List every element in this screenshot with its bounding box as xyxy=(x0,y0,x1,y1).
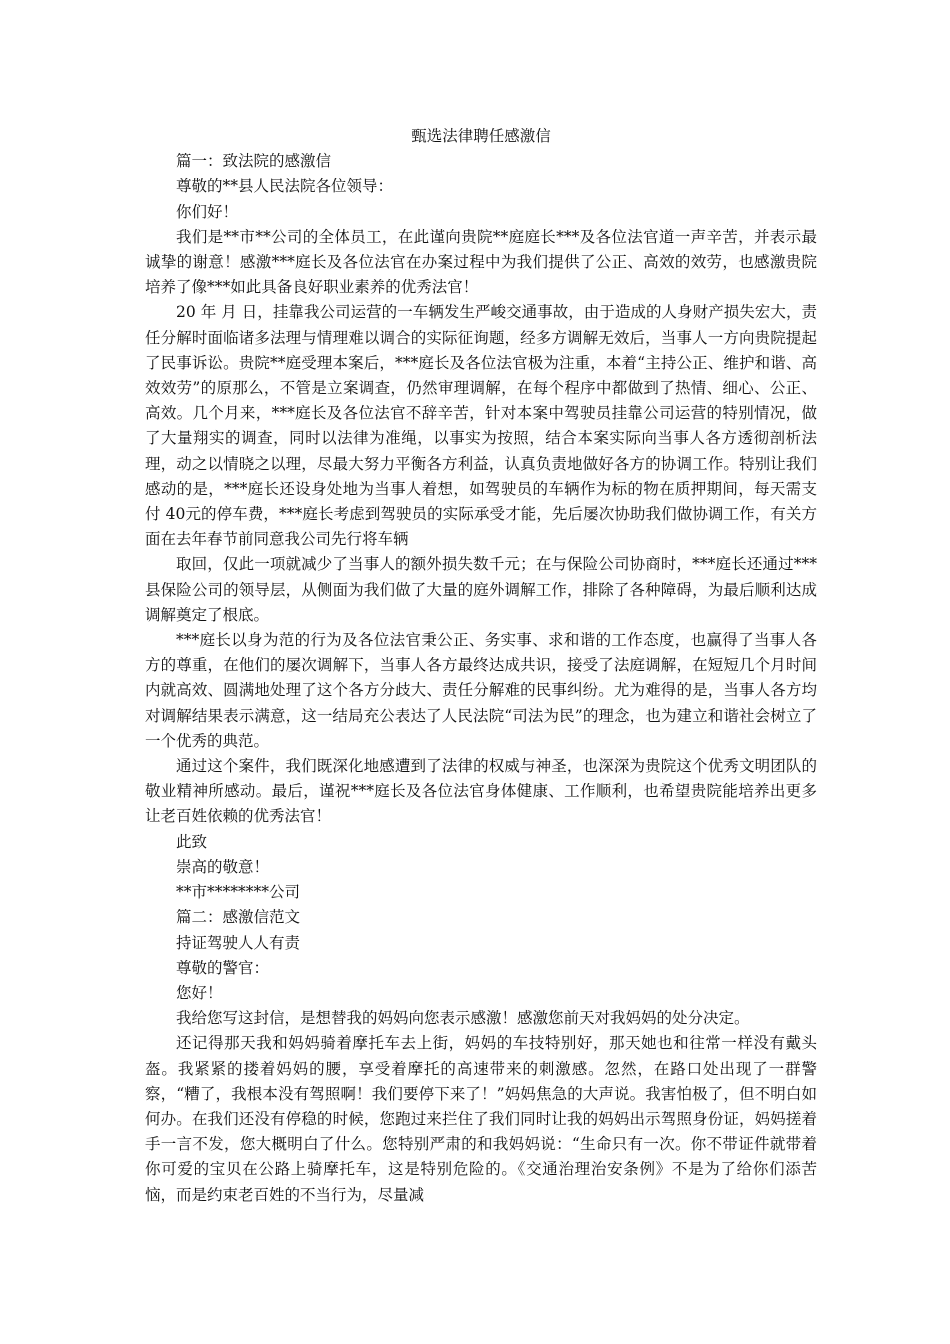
body-paragraph: 20 年 月 日，挂靠我公司运营的一车辆发生严峻交通事故，由于造成的人身财产损失宏大，责任分解时面临诸多法理与情理难以调合的实际征询题，经多方调解无效后，当事人一方向贵院提起了民事诉讼。贵院**庭受理本案后，***庭长及各位法官极为注重，本着“主持公正、维护和谐、高效效劳”的原那么，不管是立案调查，仍然审理调解，在每个程序中都做到了热情、细心、公正、高效。几个月来，***庭长及各位法官不辞辛苦，针对本案中驾驶员挂靠公司运营的特别情况，做了大量翔实的调查，同时以法律为准绳，以事实为按照，结合本案实际向当事人各方透彻剖析法理，动之以情晓之以理，尽最大努力平衡各方利益，认真负责地做好各方的协调工作。特别让我们感动的是，***庭长还设身处地为当事人着想，如驾驶员的车辆作为标的物在质押期间，每天需支付 40元的停车费，***庭长考虑到驾驶员的实际承受才能，先后屡次协助我们做协调工作，有关方面在去年春节前同意我公司先行将车辆 xyxy=(145,303,817,549)
salutation: 尊敬的警官： xyxy=(176,958,270,977)
closing-regards: 崇高的敬意！ xyxy=(176,857,270,876)
body-paragraph: 取回，仅此一项就减少了当事人的额外损失数千元；在与保险公司协商时，***庭长还通过***县保险公司的领导层，从侧面为我们做了大量的庭外调解工作，排除了各种障碍，为最后顺利达成调解奠定了根底。 xyxy=(145,555,817,624)
body-paragraph: 我们是**市**公司的全体员工，在此谨向贵院**庭庭长***及各位法官道一声辛苦，并表示最诚挚的谢意！感激***庭长及各位法官在办案过程中为我们提供了公正、高效的效劳，也感激贵院培养了像***如此具备良好职业素养的优秀法官！ xyxy=(145,227,817,297)
document-page xyxy=(145,124,817,1208)
signature: **市********公司 xyxy=(176,883,301,902)
section-heading-1: 篇一：致法院的感激信 xyxy=(176,152,332,171)
body-paragraph: 通过这个案件，我们既深化地感遭到了法律的权威与神圣，也深深为贵院这个优秀文明团队的敬业精神所感动。最后，谨祝***庭长及各位法官身体健康、工作顺利，也希望贵院能培养出更多让老百姓依赖的优秀法官！ xyxy=(145,757,817,826)
greeting: 您好！ xyxy=(176,983,223,1002)
letter-title: 持证驾驶人人有责 xyxy=(176,933,301,952)
salutation: 尊敬的**县人民法院各位领导： xyxy=(176,177,394,196)
greeting: 你们好！ xyxy=(176,202,239,221)
closing-line: 此致 xyxy=(176,832,208,851)
body-paragraph: 还记得那天我和妈妈骑着摩托车去上街，妈妈的车技特别好，那天她也和往常一样没有戴头盔。我紧紧的搂着妈妈的腰，享受着摩托的高速带来的刺激感。忽然，在路口处出现了一群警察，“糟了，我根本没有驾照啊！我们要停下来了！”妈妈焦急的大声说。我害怕极了，但不明白如何办。在我们还没有停稳的时候，您跑过来拦住了我们同时让我的妈妈出示驾照身份证，妈妈搓着手一言不发，您大概明白了什么。您特别严肃的和我妈妈说：“生命只有一次。你不带证件就带着你可爱的宝贝在公路上骑摩托车，这是特别危险的。《交通治理治安条例》不是为了给你们添苦恼，而是约束老百姓的不当行为，尽量减 xyxy=(145,1034,817,1204)
section-heading-2: 篇二：感激信范文 xyxy=(176,908,301,927)
body-paragraph: ***庭长以身为范的行为及各位法官秉公正、务实事、求和谐的工作态度，也赢得了当事人各方的尊重，在他们的屡次调解下，当事人各方最终达成共识，接受了法庭调解，在短短几个月时间内就高效、圆满地处理了这个各方分歧大、责任分解难的民事纠纷。尤为难得的是，当事人各方均对调解结果表示满意，这一结局充公表达了人民法院“司法为民”的理念，也为建立和谐社会树立了一个优秀的典范。 xyxy=(145,631,817,750)
body-paragraph: 我给您写这封信，是想替我的妈妈向您表示感激！感激您前天对我妈妈的处分决定。 xyxy=(176,1009,750,1028)
document-title: 甄选法律聘任感激信 xyxy=(411,127,551,145)
